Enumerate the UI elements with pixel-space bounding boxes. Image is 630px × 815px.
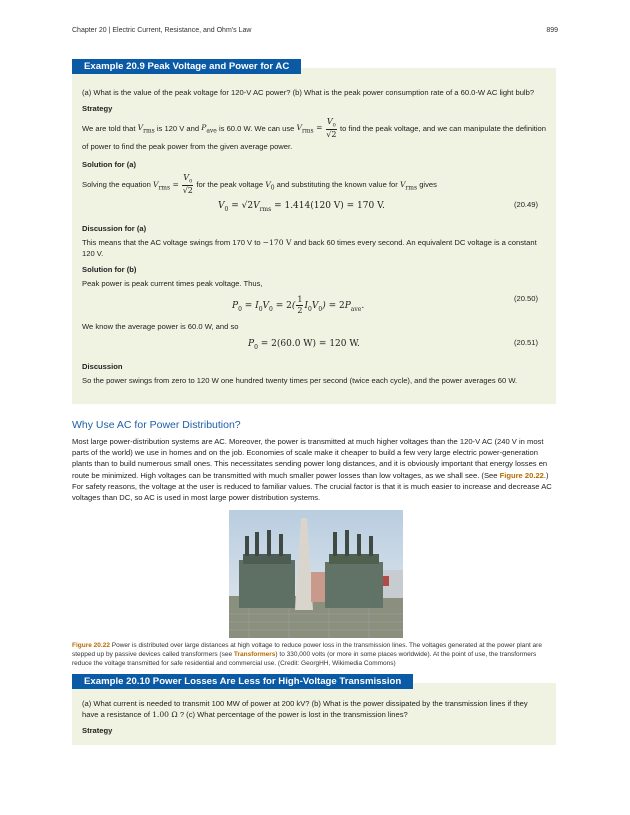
discussion-text: So the power swings from zero to 120 W one hundred twenty times per second (twice each cycle), and the power averages 60 W. — [82, 375, 518, 385]
transformer-photo — [229, 510, 403, 638]
strategy-text: We are told that $V_{rms}$ is 120 V and $P_{ave}$ is 60.0 W. We can use $V_{rms}$ = $\frac{V_0}{√2}$ to find the peak voltage, and we can manipulate the definition of power to find the peak power from the given average power. — [82, 116, 546, 152]
math-vrms-2: $V_{rms}$ — [399, 179, 418, 192]
example-question: (a) What is the value of the peak voltage for 120-V AC power? (b) What is the peak power consumption rate of a 60.0-W AC light bulb? — [82, 88, 535, 97]
equation-20-49: $V_0 = √2V_{rms} = 1.414(120$ V) = 170 V. (20.49) — [218, 200, 538, 214]
math-neg170: −170 V — [262, 238, 292, 248]
transformers-link[interactable]: Transformers — [233, 651, 276, 659]
example2-question: (a) What current is needed to transmit 100 MW of power at 200 kV? (b) What is the power dissipated by the transmission lines if they have a resistance of 1.00 Ω ? (c) What percentage of the power is lost in the transmission lines? — [82, 699, 528, 719]
section-paragraph: Most large power-distribution systems are AC. Moreover, the power is transmitted at much higher voltages than the 120-V AC (240 V in most parts of the world) we use in homes and on the job. Economies of scale make it cheaper to build a few very large electric power-generation plants than to build numerous small ones. This necessitates sending power long distances, and it is obviously important that energy losses en route be minimized. High voltages can be transmitted with much smaller power losses than low voltages, as we shall see. (See Figure 20.22.) For safety reasons, the voltage at the user is reduced to familiar values. The crucial factor is that it is much easier to increase and decrease AC voltages than DC, so AC is used in most large power distribution systems. — [72, 437, 552, 503]
equation-number: (20.51) — [513, 338, 538, 348]
strategy-heading-2: Strategy — [82, 725, 113, 735]
equation-number: (20.49) — [513, 200, 538, 210]
discussion-heading: Discussion — [82, 362, 123, 372]
math-vrms-formula-2: $V_{rms}$ = $\frac{V_0}{√2}$ — [152, 172, 193, 196]
math-vrms-formula: $V_{rms}$ = $\frac{V_0}{√2}$ — [296, 116, 337, 140]
figure-label: Figure 20.22 — [72, 642, 110, 649]
chapter-title: Chapter 20 | Electric Current, Resistance, and Ohm's Law — [72, 27, 252, 34]
discussion-a-heading: Discussion for (a) — [82, 224, 147, 234]
math-resistance: 1.00 Ω — [152, 709, 178, 719]
figure-link[interactable]: Figure 20.22 — [499, 470, 544, 480]
solution-a-heading: Solution for (a) — [82, 160, 136, 170]
math-vrms: $V_{rms}$ — [137, 123, 155, 135]
solution-a-text: Solving the equation $V_{rms}$ = $\frac{V_0}{√2}$ for the peak voltage $V_0$ and substituting the known value for $V_{rms}$ gives — [82, 172, 437, 196]
figure-caption: Figure 20.22 Power is distributed over large distances at high voltage to reduce power loss in the transmission lines. The voltages generated at the power plant are stepped up by passive devices called transformers (see Transformers) to 330,000 volts (or more in some places worldwide). At the point of use, the transformers reduce the voltage transmitted for safe residential and commercial use. (Credit: GeorgHH, Wikimedia Commons) — [72, 642, 542, 668]
page-header — [72, 26, 558, 38]
math-pave: $P_{ave}$ — [201, 123, 217, 135]
math-v0: $V_0$ — [265, 179, 275, 192]
strategy-heading: Strategy — [82, 103, 113, 113]
transformer-illustration — [229, 510, 403, 638]
example-box-20-10 — [72, 676, 556, 745]
solution-b-text-2: We know the average power is 60.0 W, and so — [82, 322, 239, 332]
example-title-2: Example 20.10 Power Losses Are Less for High-Voltage Transmission — [72, 674, 413, 689]
example-title: Example 20.9 Peak Voltage and Power for AC — [72, 59, 301, 74]
page-number: 899 — [546, 27, 558, 34]
solution-b-heading: Solution for (b) — [82, 264, 137, 274]
section-title: Why Use AC for Power Distribution? — [72, 419, 241, 431]
equation-20-50: $P_0 = I_0V_0 = 2$( $\frac{1}{2}$ $I_0V_0) = 2P_{ave}$. (20.50) — [232, 294, 538, 316]
example-box-20-9 — [72, 61, 556, 404]
discussion-a-text: This means that the AC voltage swings from 170 V to −170 V and back 60 times every second. An equivalent DC voltage is a constant 120 V. — [82, 238, 537, 259]
solution-b-text: Peak power is peak current times peak voltage. Thus, — [82, 278, 263, 288]
equation-number: (20.50) — [513, 294, 538, 304]
equation-20-51: $P_0 = 2(60.0$ W) = 120 W. (20.51) — [248, 338, 538, 351]
